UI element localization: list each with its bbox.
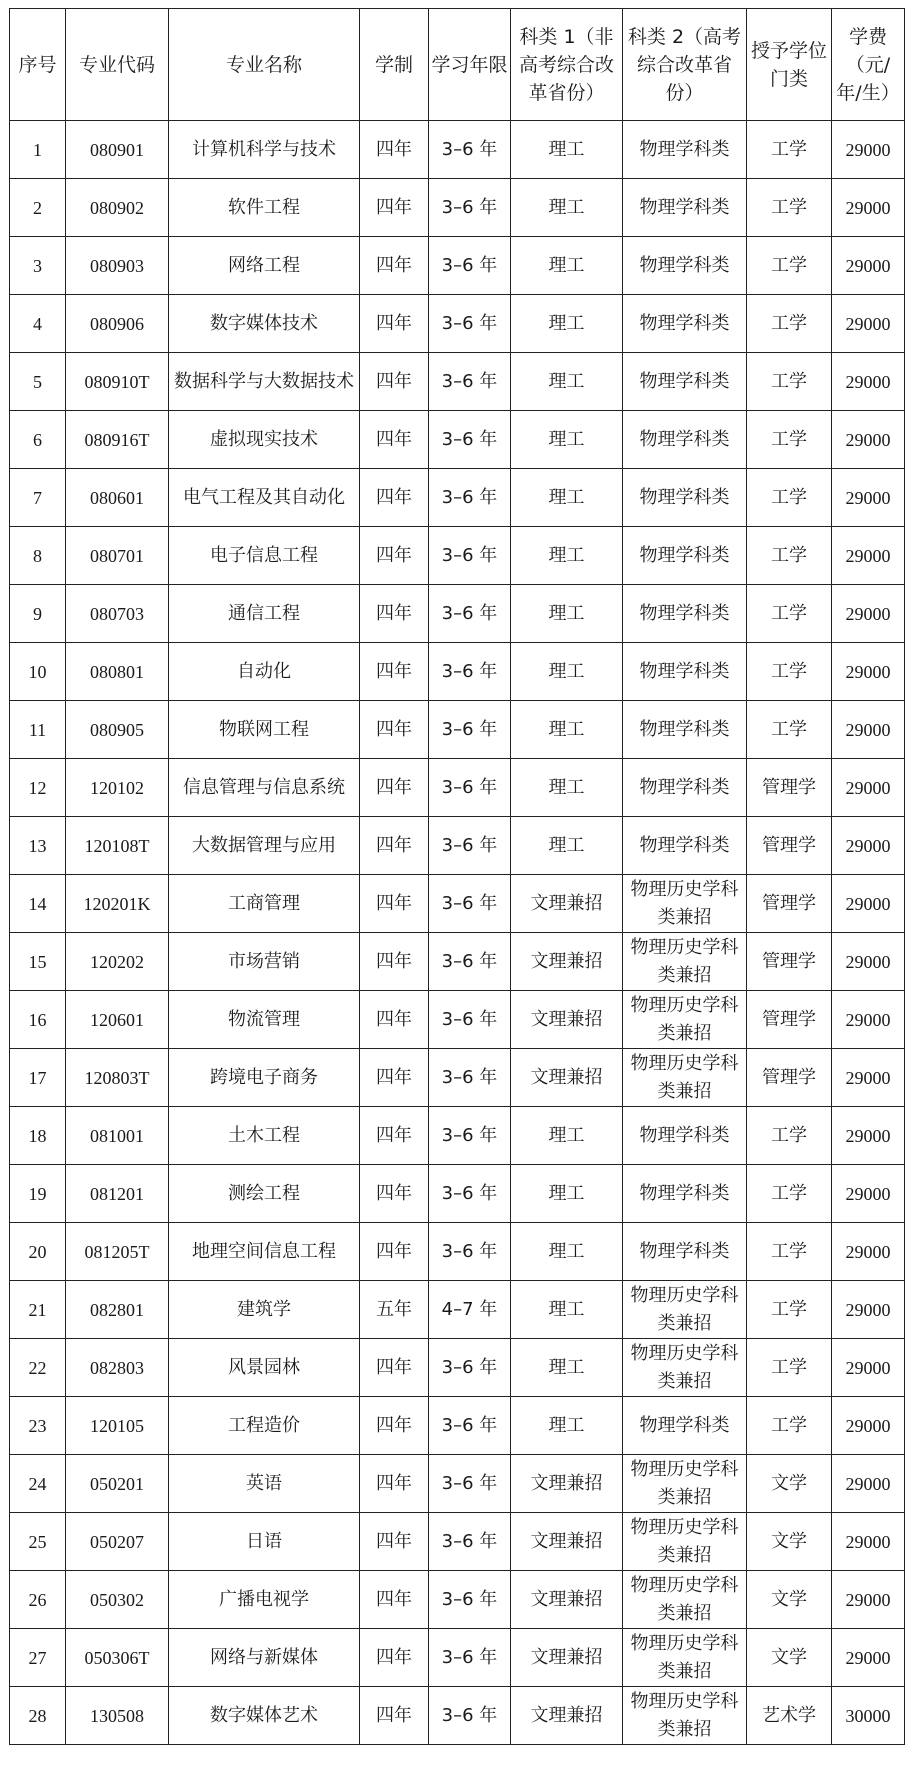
cell-code: 080801 <box>66 643 169 701</box>
cell-tuition: 29000 <box>832 353 905 411</box>
cell-degree: 管理学 <box>747 817 832 875</box>
cell-category-1: 理工 <box>511 237 623 295</box>
table-body <box>10 121 905 1745</box>
cell-seq: 26 <box>10 1571 66 1629</box>
table-row <box>10 585 905 643</box>
cell-degree: 文学 <box>747 1513 832 1571</box>
cell-tuition: 29000 <box>832 1281 905 1339</box>
header-name: 专业名称 <box>169 9 360 121</box>
cell-category-2: 物理学科类 <box>623 527 747 585</box>
cell-system: 四年 <box>360 1513 429 1571</box>
cell-duration: 3–6 年 <box>429 121 511 179</box>
cell-system: 四年 <box>360 1049 429 1107</box>
table-row <box>10 759 905 817</box>
cell-tuition: 29000 <box>832 933 905 991</box>
cell-duration: 3–6 年 <box>429 179 511 237</box>
cell-category-1: 理工 <box>511 1223 623 1281</box>
cell-tuition: 29000 <box>832 527 905 585</box>
table-row <box>10 1339 905 1397</box>
cell-category-1: 理工 <box>511 469 623 527</box>
cell-tuition: 29000 <box>832 1339 905 1397</box>
cell-system: 四年 <box>360 1455 429 1513</box>
cell-seq: 16 <box>10 991 66 1049</box>
cell-degree: 艺术学 <box>747 1687 832 1745</box>
document-page <box>9 8 904 1745</box>
cell-tuition: 30000 <box>832 1687 905 1745</box>
cell-tuition: 29000 <box>832 411 905 469</box>
table-row <box>10 353 905 411</box>
cell-duration: 3–6 年 <box>429 701 511 759</box>
cell-duration: 3–6 年 <box>429 1571 511 1629</box>
table-row <box>10 469 905 527</box>
cell-system: 四年 <box>360 643 429 701</box>
cell-system: 四年 <box>360 991 429 1049</box>
cell-duration: 3–6 年 <box>429 353 511 411</box>
cell-tuition: 29000 <box>832 179 905 237</box>
table-row <box>10 1107 905 1165</box>
majors-table <box>9 8 905 1745</box>
cell-category-2: 物理历史学科类兼招 <box>623 875 747 933</box>
cell-tuition: 29000 <box>832 121 905 179</box>
cell-seq: 15 <box>10 933 66 991</box>
cell-degree: 管理学 <box>747 933 832 991</box>
cell-seq: 8 <box>10 527 66 585</box>
cell-tuition: 29000 <box>832 1571 905 1629</box>
cell-tuition: 29000 <box>832 585 905 643</box>
cell-name: 土木工程 <box>169 1107 360 1165</box>
cell-seq: 21 <box>10 1281 66 1339</box>
cell-name: 数据科学与大数据技术 <box>169 353 360 411</box>
cell-seq: 7 <box>10 469 66 527</box>
cell-category-2: 物理学科类 <box>623 411 747 469</box>
table-row <box>10 527 905 585</box>
table-row <box>10 701 905 759</box>
cell-category-1: 理工 <box>511 1339 623 1397</box>
cell-name: 物流管理 <box>169 991 360 1049</box>
cell-tuition: 29000 <box>832 1165 905 1223</box>
cell-seq: 3 <box>10 237 66 295</box>
cell-code: 120105 <box>66 1397 169 1455</box>
cell-seq: 25 <box>10 1513 66 1571</box>
cell-seq: 17 <box>10 1049 66 1107</box>
cell-seq: 10 <box>10 643 66 701</box>
cell-category-1: 理工 <box>511 527 623 585</box>
cell-category-2: 物理历史学科类兼招 <box>623 933 747 991</box>
cell-code: 080601 <box>66 469 169 527</box>
cell-code: 120601 <box>66 991 169 1049</box>
cell-degree: 工学 <box>747 1107 832 1165</box>
cell-degree: 工学 <box>747 1165 832 1223</box>
cell-code: 050302 <box>66 1571 169 1629</box>
cell-tuition: 29000 <box>832 991 905 1049</box>
cell-seq: 5 <box>10 353 66 411</box>
cell-tuition: 29000 <box>832 1513 905 1571</box>
cell-degree: 工学 <box>747 1223 832 1281</box>
cell-tuition: 29000 <box>832 1223 905 1281</box>
cell-name: 软件工程 <box>169 179 360 237</box>
cell-duration: 3–6 年 <box>429 1339 511 1397</box>
cell-name: 电子信息工程 <box>169 527 360 585</box>
cell-name: 大数据管理与应用 <box>169 817 360 875</box>
cell-category-2: 物理历史学科类兼招 <box>623 1281 747 1339</box>
cell-category-2: 物理学科类 <box>623 179 747 237</box>
table-row <box>10 411 905 469</box>
table-row <box>10 1455 905 1513</box>
cell-code: 080901 <box>66 121 169 179</box>
cell-degree: 工学 <box>747 237 832 295</box>
cell-code: 080910T <box>66 353 169 411</box>
cell-tuition: 29000 <box>832 1455 905 1513</box>
cell-duration: 3–6 年 <box>429 527 511 585</box>
cell-name: 广播电视学 <box>169 1571 360 1629</box>
cell-code: 120803T <box>66 1049 169 1107</box>
cell-code: 050207 <box>66 1513 169 1571</box>
cell-degree: 工学 <box>747 295 832 353</box>
cell-degree: 工学 <box>747 121 832 179</box>
table-row <box>10 817 905 875</box>
cell-degree: 管理学 <box>747 875 832 933</box>
header-seq: 序号 <box>10 9 66 121</box>
cell-system: 四年 <box>360 759 429 817</box>
cell-name: 通信工程 <box>169 585 360 643</box>
cell-category-1: 理工 <box>511 759 623 817</box>
header-system: 学制 <box>360 9 429 121</box>
table-row <box>10 1223 905 1281</box>
cell-category-1: 理工 <box>511 179 623 237</box>
cell-category-2: 物理学科类 <box>623 643 747 701</box>
cell-category-1: 文理兼招 <box>511 1049 623 1107</box>
cell-duration: 3–6 年 <box>429 1223 511 1281</box>
cell-duration: 3–6 年 <box>429 411 511 469</box>
cell-code: 080903 <box>66 237 169 295</box>
cell-name: 市场营销 <box>169 933 360 991</box>
table-row <box>10 643 905 701</box>
table-row <box>10 1629 905 1687</box>
cell-system: 四年 <box>360 1571 429 1629</box>
cell-system: 四年 <box>360 237 429 295</box>
cell-system: 四年 <box>360 585 429 643</box>
cell-duration: 3–6 年 <box>429 1455 511 1513</box>
header-code: 专业代码 <box>66 9 169 121</box>
header-category-1: 科类 1（非高考综合改革省份） <box>511 9 623 121</box>
cell-system: 四年 <box>360 1397 429 1455</box>
cell-code: 082803 <box>66 1339 169 1397</box>
cell-system: 四年 <box>360 1165 429 1223</box>
cell-degree: 工学 <box>747 643 832 701</box>
table-row <box>10 1513 905 1571</box>
cell-degree: 文学 <box>747 1455 832 1513</box>
table-row <box>10 237 905 295</box>
cell-name: 虚拟现实技术 <box>169 411 360 469</box>
header-degree: 授予学位门类 <box>747 9 832 121</box>
cell-category-1: 文理兼招 <box>511 991 623 1049</box>
cell-category-2: 物理历史学科类兼招 <box>623 1513 747 1571</box>
cell-category-1: 理工 <box>511 1281 623 1339</box>
cell-name: 工程造价 <box>169 1397 360 1455</box>
cell-category-2: 物理学科类 <box>623 295 747 353</box>
cell-duration: 3–6 年 <box>429 1397 511 1455</box>
cell-tuition: 29000 <box>832 295 905 353</box>
cell-name: 建筑学 <box>169 1281 360 1339</box>
cell-category-2: 物理学科类 <box>623 1223 747 1281</box>
header-row <box>10 9 905 121</box>
cell-system: 四年 <box>360 1687 429 1745</box>
cell-degree: 工学 <box>747 469 832 527</box>
cell-system: 四年 <box>360 295 429 353</box>
cell-category-1: 理工 <box>511 353 623 411</box>
cell-category-1: 文理兼招 <box>511 1513 623 1571</box>
cell-seq: 24 <box>10 1455 66 1513</box>
cell-name: 信息管理与信息系统 <box>169 759 360 817</box>
cell-name: 数字媒体技术 <box>169 295 360 353</box>
cell-tuition: 29000 <box>832 759 905 817</box>
cell-category-2: 物理历史学科类兼招 <box>623 1455 747 1513</box>
table-row <box>10 1165 905 1223</box>
cell-degree: 工学 <box>747 1281 832 1339</box>
cell-category-2: 物理历史学科类兼招 <box>623 991 747 1049</box>
cell-name: 网络与新媒体 <box>169 1629 360 1687</box>
cell-system: 四年 <box>360 875 429 933</box>
cell-degree: 文学 <box>747 1571 832 1629</box>
cell-code: 080916T <box>66 411 169 469</box>
cell-category-2: 物理学科类 <box>623 817 747 875</box>
cell-system: 四年 <box>360 469 429 527</box>
cell-seq: 2 <box>10 179 66 237</box>
cell-seq: 13 <box>10 817 66 875</box>
cell-name: 电气工程及其自动化 <box>169 469 360 527</box>
cell-category-2: 物理学科类 <box>623 469 747 527</box>
header-tuition: 学费（元/年/生） <box>832 9 905 121</box>
cell-degree: 管理学 <box>747 991 832 1049</box>
cell-seq: 19 <box>10 1165 66 1223</box>
cell-system: 四年 <box>360 1223 429 1281</box>
cell-duration: 3–6 年 <box>429 585 511 643</box>
cell-category-1: 理工 <box>511 643 623 701</box>
cell-seq: 4 <box>10 295 66 353</box>
table-row <box>10 295 905 353</box>
cell-code: 081201 <box>66 1165 169 1223</box>
table-row <box>10 1571 905 1629</box>
cell-seq: 9 <box>10 585 66 643</box>
cell-category-2: 物理历史学科类兼招 <box>623 1571 747 1629</box>
cell-system: 四年 <box>360 1629 429 1687</box>
cell-name: 英语 <box>169 1455 360 1513</box>
table-row <box>10 1687 905 1745</box>
cell-tuition: 29000 <box>832 643 905 701</box>
cell-name: 风景园林 <box>169 1339 360 1397</box>
cell-name: 工商管理 <box>169 875 360 933</box>
cell-category-1: 理工 <box>511 1107 623 1165</box>
cell-degree: 文学 <box>747 1629 832 1687</box>
cell-duration: 3–6 年 <box>429 1165 511 1223</box>
cell-system: 四年 <box>360 527 429 585</box>
cell-code: 080906 <box>66 295 169 353</box>
cell-category-2: 物理历史学科类兼招 <box>623 1629 747 1687</box>
table-row <box>10 121 905 179</box>
cell-category-1: 理工 <box>511 121 623 179</box>
cell-category-1: 文理兼招 <box>511 1629 623 1687</box>
cell-system: 四年 <box>360 411 429 469</box>
cell-category-2: 物理学科类 <box>623 701 747 759</box>
cell-seq: 23 <box>10 1397 66 1455</box>
cell-tuition: 29000 <box>832 701 905 759</box>
cell-system: 四年 <box>360 121 429 179</box>
cell-seq: 20 <box>10 1223 66 1281</box>
cell-seq: 18 <box>10 1107 66 1165</box>
cell-name: 跨境电子商务 <box>169 1049 360 1107</box>
cell-tuition: 29000 <box>832 1629 905 1687</box>
cell-code: 120201K <box>66 875 169 933</box>
cell-duration: 3–6 年 <box>429 1629 511 1687</box>
cell-code: 120202 <box>66 933 169 991</box>
cell-seq: 14 <box>10 875 66 933</box>
cell-code: 081205T <box>66 1223 169 1281</box>
cell-system: 五年 <box>360 1281 429 1339</box>
cell-degree: 管理学 <box>747 759 832 817</box>
cell-category-1: 文理兼招 <box>511 1571 623 1629</box>
cell-code: 120108T <box>66 817 169 875</box>
cell-category-2: 物理历史学科类兼招 <box>623 1049 747 1107</box>
cell-seq: 6 <box>10 411 66 469</box>
table-row <box>10 179 905 237</box>
cell-category-1: 理工 <box>511 1165 623 1223</box>
table-row <box>10 1281 905 1339</box>
cell-system: 四年 <box>360 1107 429 1165</box>
cell-degree: 工学 <box>747 527 832 585</box>
cell-degree: 工学 <box>747 1397 832 1455</box>
cell-category-1: 理工 <box>511 295 623 353</box>
cell-name: 自动化 <box>169 643 360 701</box>
cell-tuition: 29000 <box>832 1107 905 1165</box>
cell-category-1: 理工 <box>511 585 623 643</box>
cell-duration: 3–6 年 <box>429 643 511 701</box>
cell-duration: 3–6 年 <box>429 759 511 817</box>
cell-seq: 22 <box>10 1339 66 1397</box>
table-header <box>10 9 905 121</box>
cell-name: 地理空间信息工程 <box>169 1223 360 1281</box>
cell-category-2: 物理学科类 <box>623 1107 747 1165</box>
cell-category-2: 物理学科类 <box>623 1165 747 1223</box>
table-row <box>10 933 905 991</box>
cell-system: 四年 <box>360 817 429 875</box>
cell-category-2: 物理历史学科类兼招 <box>623 1687 747 1745</box>
cell-category-1: 文理兼招 <box>511 1687 623 1745</box>
cell-degree: 工学 <box>747 353 832 411</box>
cell-category-2: 物理学科类 <box>623 237 747 295</box>
cell-category-2: 物理学科类 <box>623 585 747 643</box>
cell-name: 物联网工程 <box>169 701 360 759</box>
cell-duration: 3–6 年 <box>429 875 511 933</box>
cell-degree: 工学 <box>747 411 832 469</box>
cell-seq: 28 <box>10 1687 66 1745</box>
cell-code: 130508 <box>66 1687 169 1745</box>
cell-duration: 3–6 年 <box>429 933 511 991</box>
cell-category-1: 文理兼招 <box>511 1455 623 1513</box>
cell-category-1: 理工 <box>511 1397 623 1455</box>
cell-system: 四年 <box>360 933 429 991</box>
cell-duration: 3–6 年 <box>429 991 511 1049</box>
cell-code: 082801 <box>66 1281 169 1339</box>
table-row <box>10 991 905 1049</box>
cell-seq: 27 <box>10 1629 66 1687</box>
cell-code: 081001 <box>66 1107 169 1165</box>
cell-category-1: 理工 <box>511 411 623 469</box>
cell-duration: 3–6 年 <box>429 1107 511 1165</box>
cell-tuition: 29000 <box>832 1049 905 1107</box>
cell-code: 080905 <box>66 701 169 759</box>
cell-duration: 3–6 年 <box>429 469 511 527</box>
cell-tuition: 29000 <box>832 875 905 933</box>
cell-category-1: 理工 <box>511 701 623 759</box>
header-duration: 学习年限 <box>429 9 511 121</box>
cell-category-2: 物理学科类 <box>623 121 747 179</box>
cell-duration: 4–7 年 <box>429 1281 511 1339</box>
cell-tuition: 29000 <box>832 817 905 875</box>
cell-degree: 工学 <box>747 701 832 759</box>
cell-code: 120102 <box>66 759 169 817</box>
cell-category-2: 物理学科类 <box>623 353 747 411</box>
cell-seq: 12 <box>10 759 66 817</box>
cell-category-2: 物理历史学科类兼招 <box>623 1339 747 1397</box>
cell-seq: 1 <box>10 121 66 179</box>
cell-name: 计算机科学与技术 <box>169 121 360 179</box>
cell-duration: 3–6 年 <box>429 295 511 353</box>
cell-system: 四年 <box>360 179 429 237</box>
table-row <box>10 1397 905 1455</box>
cell-code: 050201 <box>66 1455 169 1513</box>
cell-code: 080703 <box>66 585 169 643</box>
cell-duration: 3–6 年 <box>429 817 511 875</box>
cell-system: 四年 <box>360 701 429 759</box>
cell-category-1: 文理兼招 <box>511 875 623 933</box>
cell-degree: 管理学 <box>747 1049 832 1107</box>
cell-name: 测绘工程 <box>169 1165 360 1223</box>
cell-tuition: 29000 <box>832 469 905 527</box>
cell-category-1: 理工 <box>511 817 623 875</box>
cell-name: 网络工程 <box>169 237 360 295</box>
cell-duration: 3–6 年 <box>429 1513 511 1571</box>
cell-tuition: 29000 <box>832 237 905 295</box>
header-category-2: 科类 2（高考综合改革省份） <box>623 9 747 121</box>
cell-degree: 工学 <box>747 585 832 643</box>
cell-duration: 3–6 年 <box>429 1049 511 1107</box>
cell-tuition: 29000 <box>832 1397 905 1455</box>
cell-category-1: 文理兼招 <box>511 933 623 991</box>
cell-duration: 3–6 年 <box>429 1687 511 1745</box>
cell-name: 日语 <box>169 1513 360 1571</box>
cell-degree: 工学 <box>747 179 832 237</box>
cell-category-2: 物理学科类 <box>623 1397 747 1455</box>
cell-system: 四年 <box>360 353 429 411</box>
cell-seq: 11 <box>10 701 66 759</box>
cell-system: 四年 <box>360 1339 429 1397</box>
cell-code: 080902 <box>66 179 169 237</box>
table-row <box>10 1049 905 1107</box>
cell-duration: 3–6 年 <box>429 237 511 295</box>
cell-code: 050306T <box>66 1629 169 1687</box>
table-row <box>10 875 905 933</box>
cell-degree: 工学 <box>747 1339 832 1397</box>
cell-name: 数字媒体艺术 <box>169 1687 360 1745</box>
cell-code: 080701 <box>66 527 169 585</box>
cell-category-2: 物理学科类 <box>623 759 747 817</box>
